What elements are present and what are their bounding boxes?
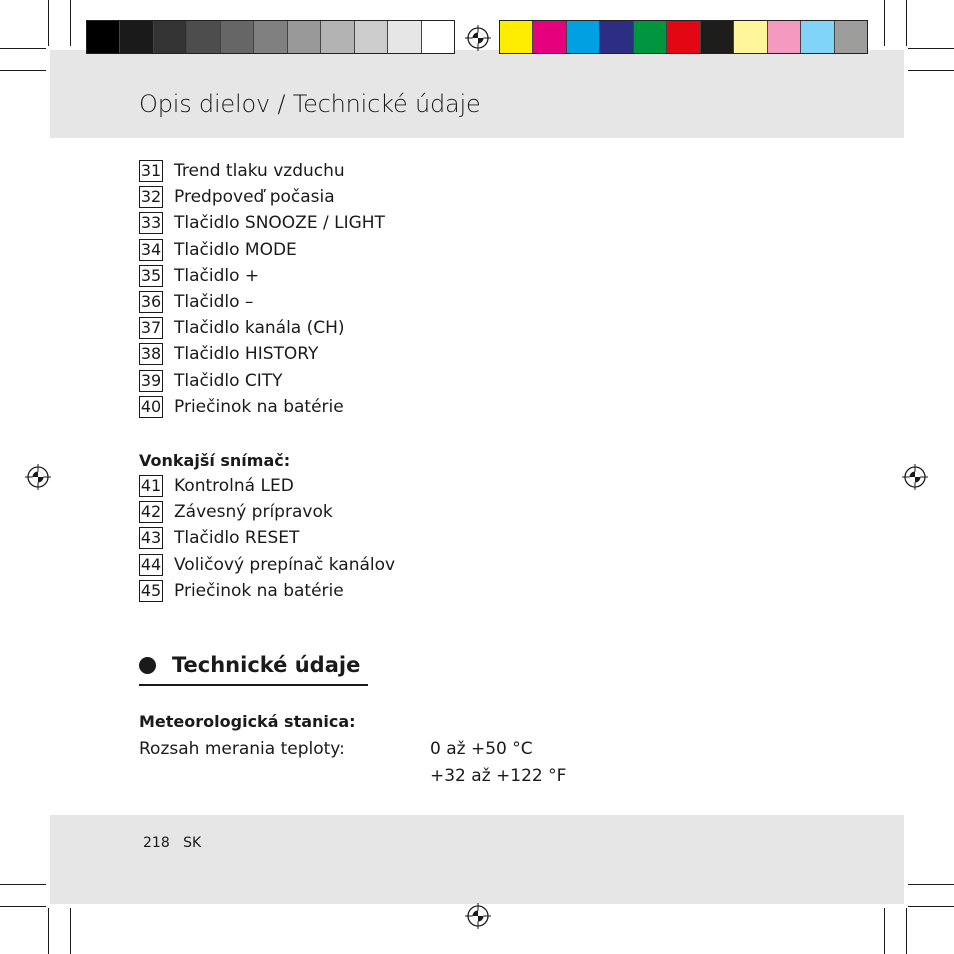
crop-mark [0,884,46,885]
list-item [139,184,385,210]
item-label: Kontrolná LED [174,476,294,497]
item-label: Trend tlaku vzduchu [174,161,345,182]
item-number-box: 32 [140,187,162,207]
item-number-box: 43 [140,528,162,548]
crop-mark [0,48,46,49]
list-item [139,210,385,236]
color-swatch [321,21,354,53]
temp-range-fahrenheit: +32 až +122 °F [430,766,567,786]
item-number-box: 44 [140,554,162,574]
crop-mark [884,908,885,954]
item-label: Voličový prepínač kanálov [174,554,396,575]
list-item [139,289,385,315]
color-swatch [87,21,120,53]
item-number-box: 45 [140,580,162,600]
item-number-box: 39 [140,370,162,390]
crop-mark [884,0,885,46]
item-label: Tlačidlo HISTORY [174,344,319,365]
item-number-box: 36 [140,292,162,312]
color-swatch [600,21,633,53]
item-label: Tlačidlo + [174,265,260,286]
process-color-bar [499,20,868,54]
list-item [139,525,395,551]
item-label: Tlačidlo kanála (CH) [174,318,345,339]
color-swatch [187,21,220,53]
section-underline [139,684,368,686]
list-item [139,341,385,367]
crop-mark [70,0,71,46]
color-swatch [500,21,533,53]
language-code: SK [183,835,202,851]
station-heading: Meteorologická stanica: [139,712,356,731]
list-item [139,394,385,420]
item-number-box: 42 [140,502,162,522]
item-number-box: 35 [140,265,162,285]
item-label: Tlačidlo – [174,292,254,313]
registration-mark-icon [902,464,928,490]
list-item [139,158,385,184]
color-swatch [734,21,767,53]
color-swatch [120,21,153,53]
crop-mark [48,0,49,46]
section-title: Technické údaje [172,653,361,677]
list-item [139,237,385,263]
crop-mark [908,884,954,885]
registration-mark-icon [465,25,491,51]
item-number-box: 33 [140,213,162,233]
crop-mark [0,906,46,907]
crop-mark [906,0,907,46]
color-swatch [768,21,801,53]
item-label: Tlačidlo MODE [174,239,297,260]
registration-mark-icon [25,464,51,490]
list-item [139,263,385,289]
item-label: Závesný prípravok [174,502,333,523]
page-footer [143,835,201,851]
section-heading [139,653,360,677]
list-item [139,368,385,394]
color-swatch [221,21,254,53]
crop-mark [0,70,46,71]
parts-list [139,158,385,420]
color-swatch [288,21,321,53]
crop-mark [908,906,954,907]
item-number-box: 40 [140,396,162,416]
list-item [139,499,395,525]
sensor-parts-list [139,473,395,604]
item-number-box: 31 [140,161,162,181]
color-swatch [667,21,700,53]
color-swatch [422,21,454,53]
item-number-box: 41 [140,476,162,496]
color-swatch [701,21,734,53]
color-swatch [533,21,566,53]
item-label: Priečinok na batérie [174,580,344,601]
crop-mark [906,908,907,954]
temp-range-celsius: 0 až +50 °C [430,739,533,759]
item-label: Tlačidlo RESET [174,528,300,549]
crop-mark [908,48,954,49]
item-label: Priečinok na batérie [174,396,344,417]
list-item [139,315,385,341]
item-number-box: 38 [140,344,162,364]
list-item [139,552,395,578]
color-swatch [388,21,421,53]
bullet-icon [139,657,156,674]
grayscale-color-bar [86,20,455,54]
color-swatch [835,21,867,53]
item-label: Tlačidlo CITY [174,370,283,391]
color-swatch [254,21,287,53]
list-item [139,578,395,604]
crop-mark [70,908,71,954]
crop-mark [48,908,49,954]
item-label: Predpoveď počasia [174,187,335,208]
registration-mark-icon [465,903,491,929]
color-swatch [567,21,600,53]
list-item [139,473,395,499]
sensor-heading: Vonkajší snímač: [139,451,291,470]
item-number-box: 34 [140,239,162,259]
color-swatch [154,21,187,53]
color-swatch [801,21,834,53]
page-number: 218 [143,835,170,851]
crop-mark [908,70,954,71]
temp-range-label: Rozsah merania teploty: [139,739,345,759]
color-swatch [355,21,388,53]
page-title: Opis dielov / Technické údaje [139,90,481,118]
item-label: Tlačidlo SNOOZE / LIGHT [174,213,385,234]
item-number-box: 37 [140,318,162,338]
color-swatch [634,21,667,53]
footer-band [50,815,904,904]
